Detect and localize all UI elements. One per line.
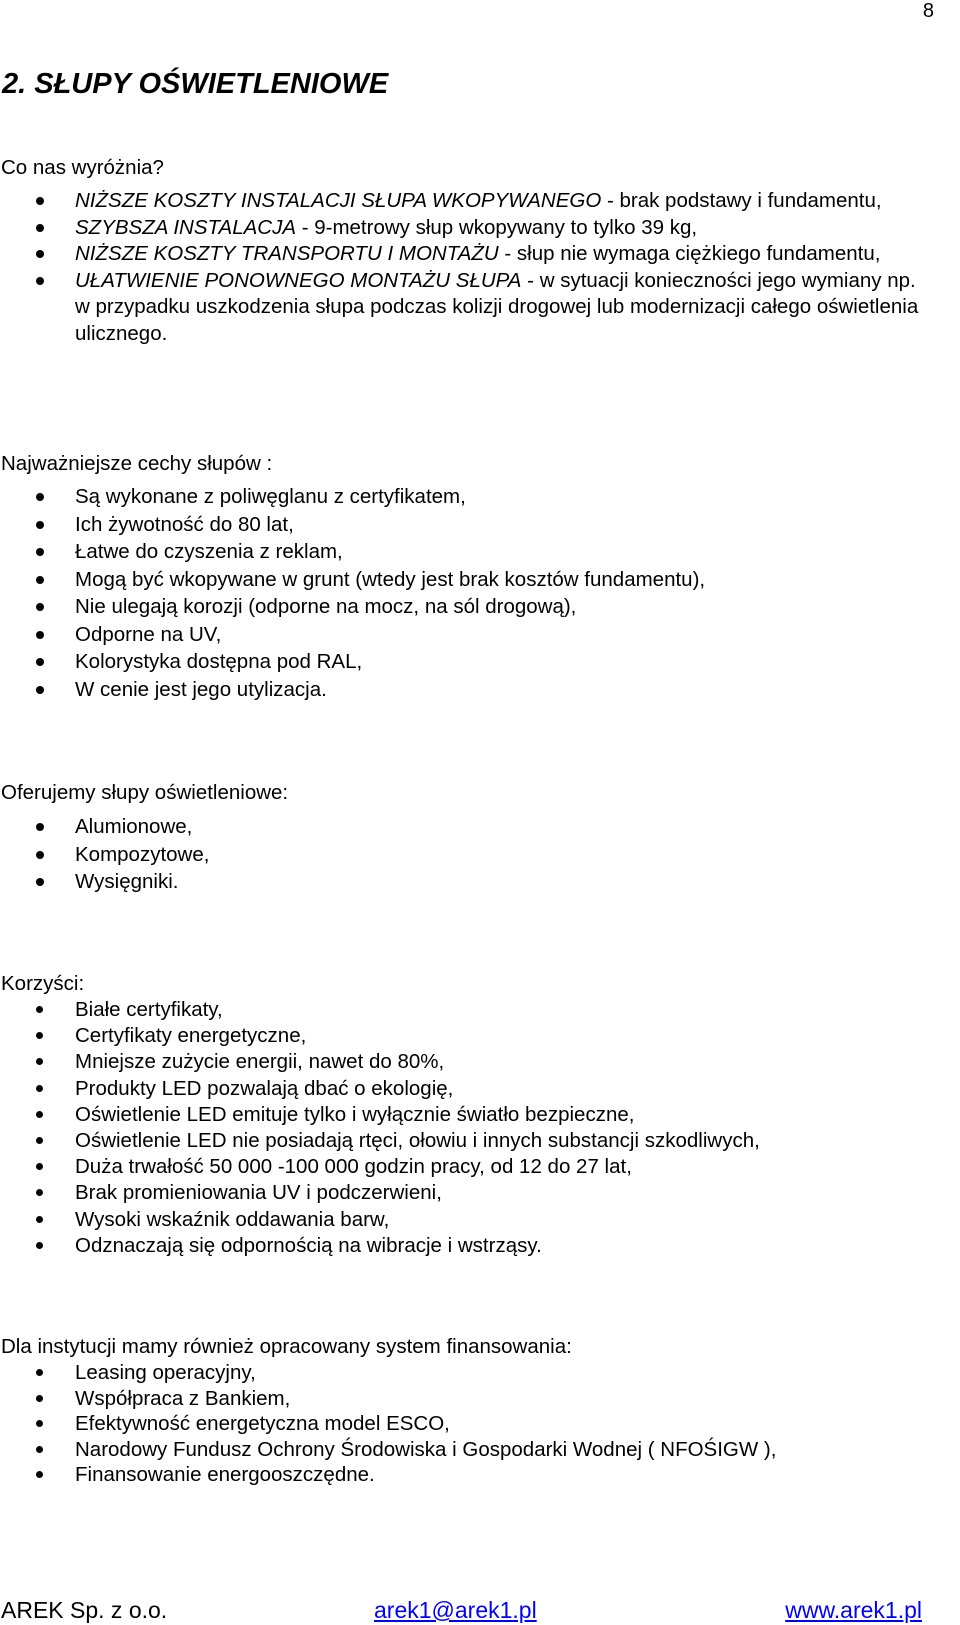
page-number: 8 bbox=[922, 0, 934, 22]
offer-heading: Oferujemy słupy oświetleniowe: bbox=[1, 781, 289, 804]
benefits-heading: Korzyści: bbox=[1, 972, 85, 995]
benefit-item: Oświetlenie LED nie posiadają rtęci, ołowiu i innych substancji szkodliwych, bbox=[0, 1128, 920, 1154]
distinguish-item bbox=[0, 215, 920, 242]
distinguish-item-lead: NIŻSZE KOSZTY INSTALACJI SŁUPA WKOPYWANEGO bbox=[75, 189, 602, 212]
features-heading: Najważniejsze cechy słupów : bbox=[1, 452, 273, 475]
feature-item: Są wykonane z poliwęglanu z certyfikatem, bbox=[0, 483, 920, 511]
benefit-item: Mniejsze zużycie energii, nawet do 80%, bbox=[0, 1049, 920, 1075]
offer-item: Wysięgniki. bbox=[0, 868, 920, 896]
financing-heading: Dla instytucji mamy również opracowany system finansowania: bbox=[1, 1335, 572, 1358]
benefit-item: Odznaczają się odpornością na wibracje i wstrząsy. bbox=[0, 1233, 920, 1259]
offer-item: Alumionowe, bbox=[0, 813, 920, 841]
benefit-item: Brak promieniowania UV i podczerwieni, bbox=[0, 1180, 920, 1206]
feature-item: Odporne na UV, bbox=[0, 621, 920, 649]
distinguish-item bbox=[0, 188, 920, 215]
footer-website-link[interactable]: www.arek1.pl bbox=[785, 1597, 922, 1623]
distinguish-item-lead: SZYBSZA INSTALACJA bbox=[75, 215, 296, 239]
distinguish-item-rest: - słup nie wymaga ciężkiego fundamentu, bbox=[498, 242, 881, 265]
distinguish-item-lead: UŁATWIENIE PONOWNEGO MONTAŻU SŁUPA bbox=[75, 268, 522, 292]
feature-item: Ich żywotność do 80 lat, bbox=[0, 511, 920, 539]
benefit-item: Certyfikaty energetyczne, bbox=[0, 1023, 920, 1049]
distinguish-list bbox=[0, 188, 920, 347]
financing-item: Finansowanie energooszczędne. bbox=[0, 1462, 920, 1488]
benefit-item: Wysoki wskaźnik oddawania barw, bbox=[0, 1207, 920, 1233]
offer-item: Kompozytowe, bbox=[0, 841, 920, 869]
distinguish-item bbox=[0, 241, 920, 268]
page-footer bbox=[0, 1595, 960, 1625]
offer-list bbox=[0, 813, 920, 896]
feature-item: Łatwe do czyszenia z reklam, bbox=[0, 538, 920, 566]
footer-company: AREK Sp. z o.o. bbox=[1, 1597, 168, 1623]
financing-list bbox=[0, 1360, 920, 1488]
feature-item: Mogą być wkopywane w grunt (wtedy jest brak kosztów fundamentu), bbox=[0, 566, 920, 594]
financing-item: Narodowy Fundusz Ochrony Środowiska i Gospodarki Wodnej ( NFOŚIGW ), bbox=[0, 1437, 920, 1463]
distinguish-heading: Co nas wyróżnia? bbox=[1, 156, 164, 179]
distinguish-item-rest: - w sytuacji konieczności jego wymiany np. w przypadku uszkodzenia słupa podczas kolizji drogowej lub modernizacji całego oświetlenia ulicznego. bbox=[75, 268, 919, 345]
distinguish-item-rest: - 9-metrowy słup wkopywany to tylko 39 kg, bbox=[296, 215, 698, 239]
section-title: 2. SŁUPY OŚWIETLENIOWE bbox=[2, 68, 389, 100]
benefit-item: Produkty LED pozwalają dbać o ekologię, bbox=[0, 1076, 920, 1102]
features-list bbox=[0, 483, 920, 703]
benefits-list bbox=[0, 997, 920, 1259]
footer-email-link[interactable]: arek1@arek1.pl bbox=[374, 1597, 537, 1623]
distinguish-item-rest: - brak podstawy i fundamentu, bbox=[601, 189, 882, 212]
financing-item: Współpraca z Bankiem, bbox=[0, 1386, 920, 1412]
feature-item: Nie ulegają korozji (odporne na mocz, na sól drogową), bbox=[0, 593, 920, 621]
feature-item: W cenie jest jego utylizacja. bbox=[0, 676, 920, 704]
financing-item: Efektywność energetyczna model ESCO, bbox=[0, 1411, 920, 1437]
benefit-item: Duża trwałość 50 000 -100 000 godzin pracy, od 12 do 27 lat, bbox=[0, 1154, 920, 1180]
feature-item: Kolorystyka dostępna pod RAL, bbox=[0, 648, 920, 676]
benefit-item: Oświetlenie LED emituje tylko i wyłącznie światło bezpieczne, bbox=[0, 1102, 920, 1128]
distinguish-item bbox=[0, 268, 920, 348]
distinguish-item-lead: NIŻSZE KOSZTY TRANSPORTU I MONTAŻU bbox=[75, 242, 499, 265]
benefit-item: Białe certyfikaty, bbox=[0, 997, 920, 1023]
financing-item: Leasing operacyjny, bbox=[0, 1360, 920, 1386]
